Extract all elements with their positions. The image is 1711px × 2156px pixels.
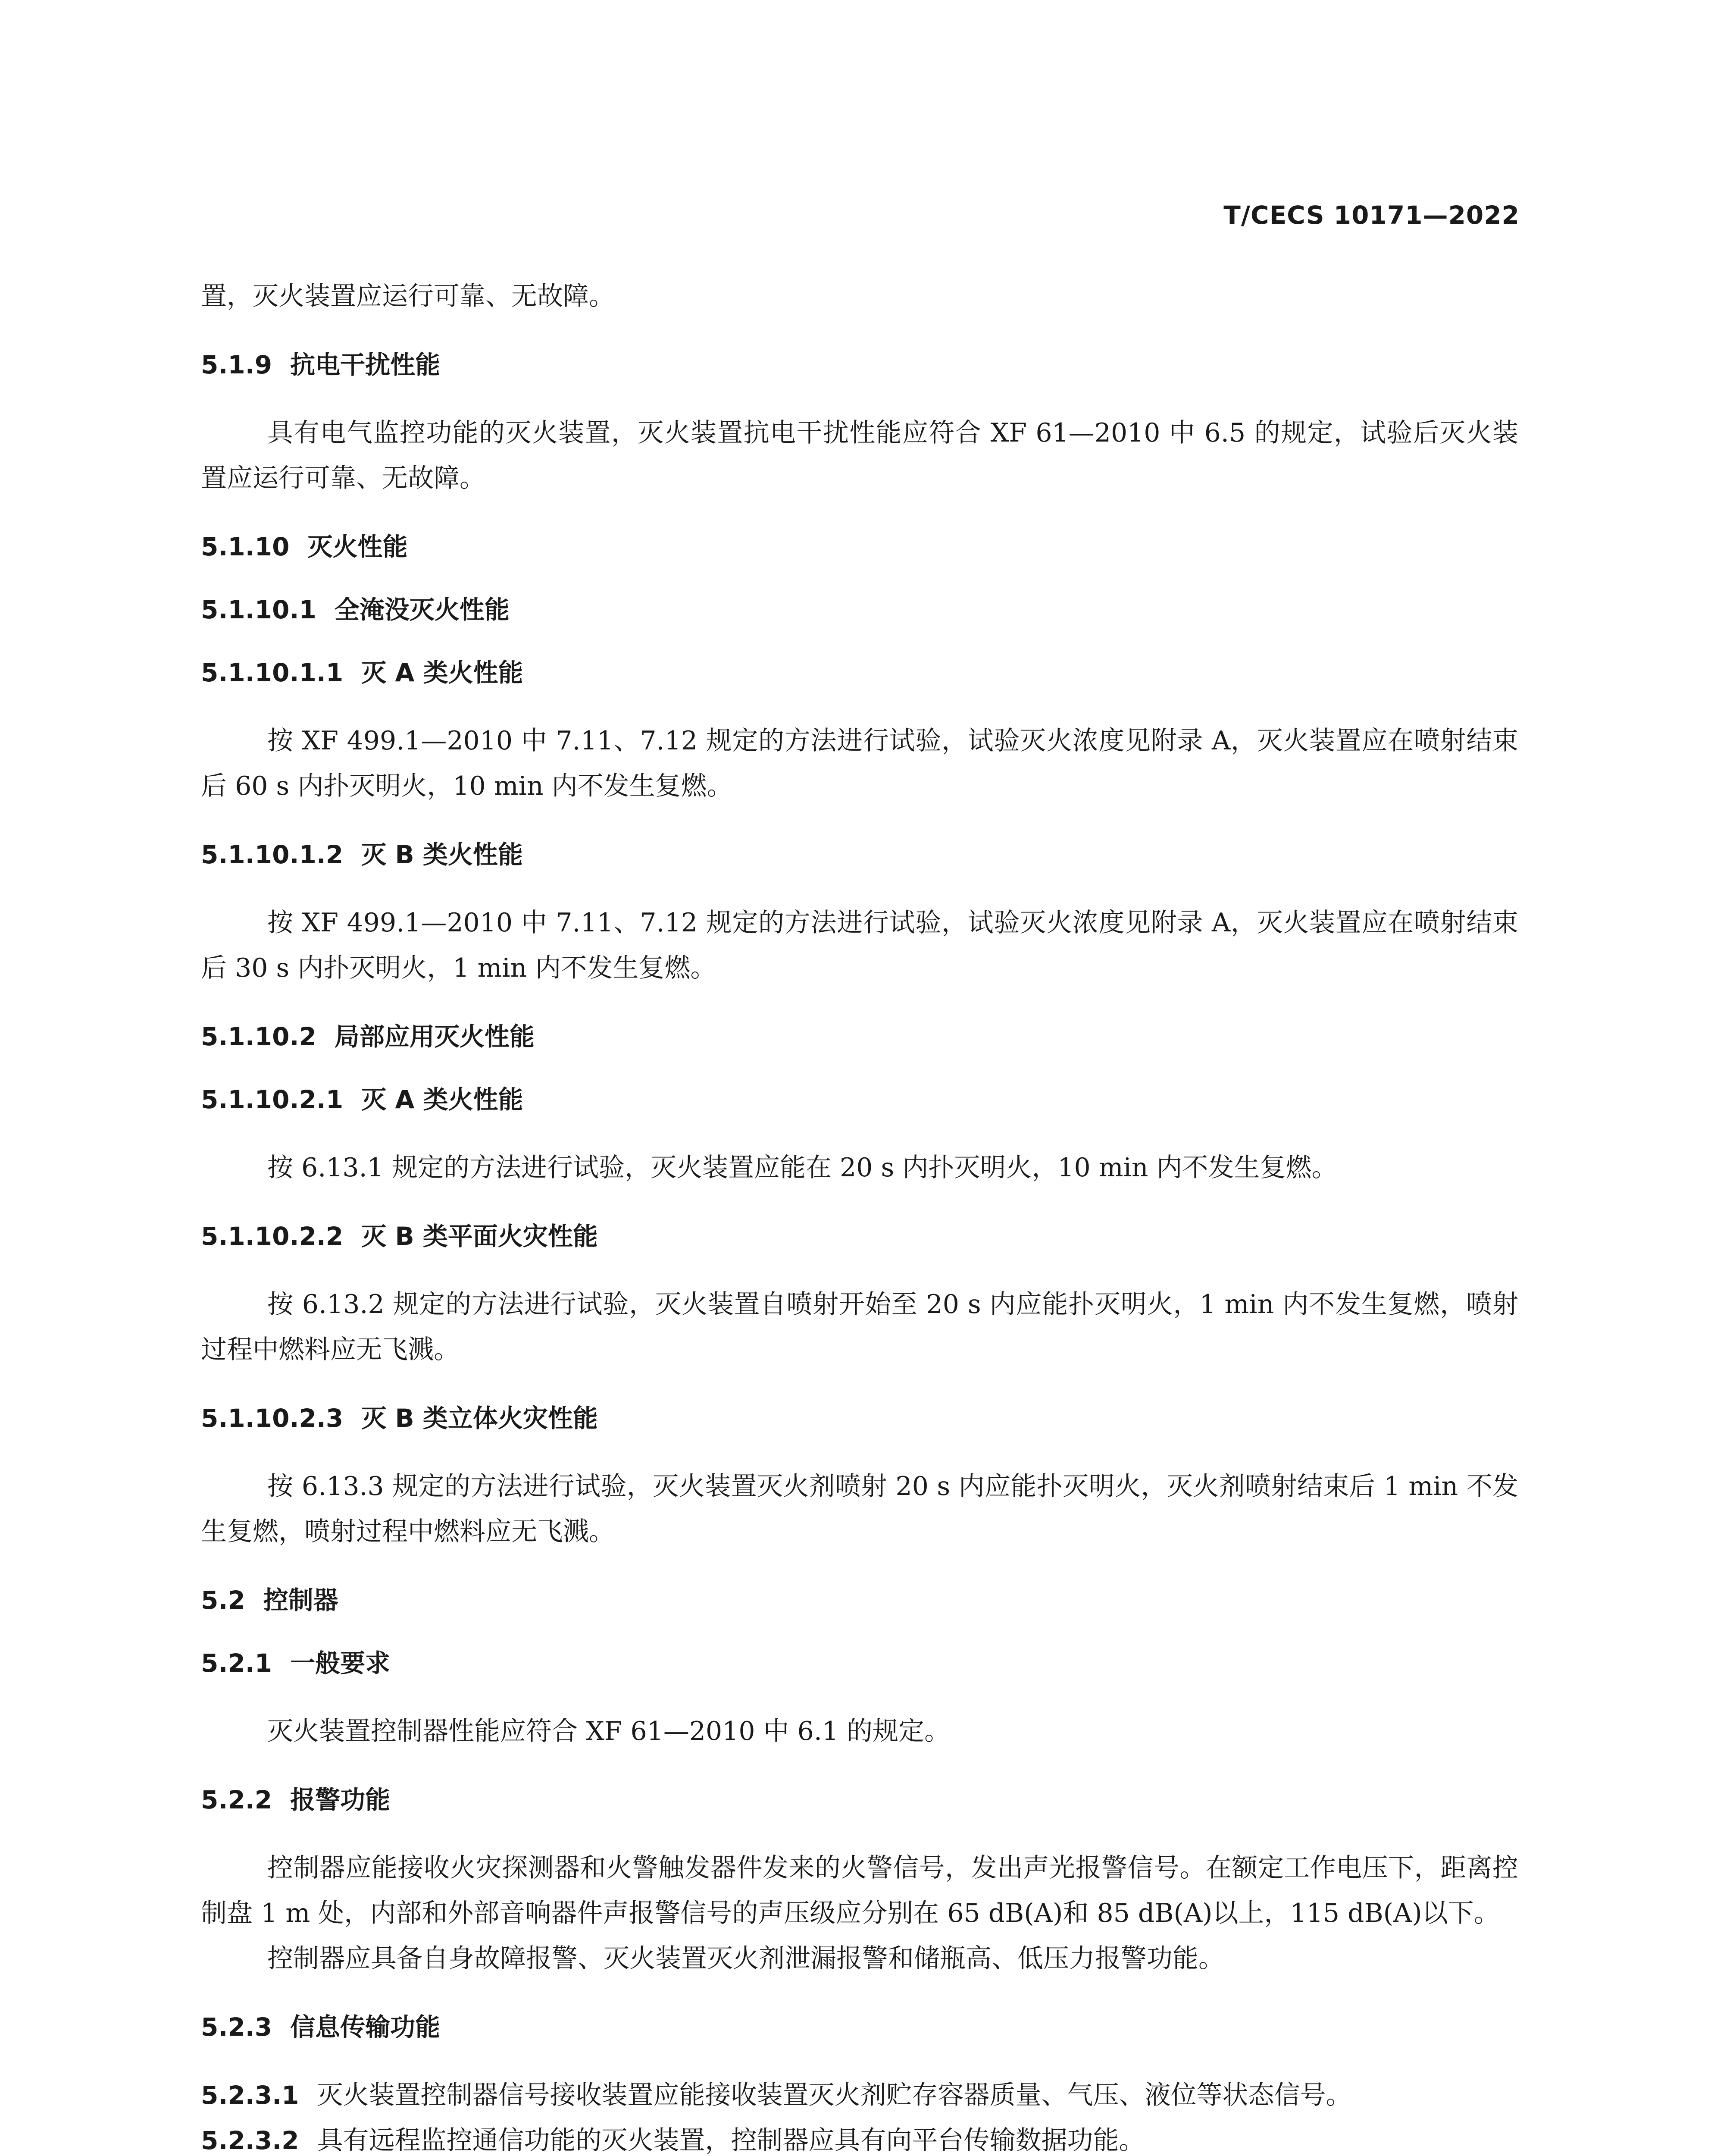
section-number: 5.1.10.2 [201, 1022, 316, 1051]
section-heading [201, 592, 1518, 627]
section-title: 局部应用灭火性能 [334, 1022, 535, 1051]
section-title: 灭 B 类平面火灾性能 [361, 1222, 598, 1251]
numbered-clause [201, 2118, 1518, 2156]
body-paragraph: 置，灭火装置应运行可靠、无故障。 [201, 281, 615, 311]
section-number: 5.1.10.2.1 [201, 1085, 344, 1114]
section-number: 5.2.3 [201, 2012, 272, 2042]
spacer [201, 991, 1518, 1019]
section-number: 5.2 [201, 1586, 245, 1615]
spacer [201, 1617, 1518, 1646]
spacer [201, 1981, 1518, 2010]
section-title: 报警功能 [290, 1785, 391, 1814]
section-heading [201, 1646, 1518, 1680]
spacer [201, 501, 1518, 530]
clause-number: 5.2.3.1 [201, 2081, 299, 2110]
section-number: 5.2.2 [201, 1785, 272, 1814]
section-number: 5.1.10.1.1 [201, 658, 344, 687]
section-title: 控制器 [263, 1586, 338, 1615]
section-heading [201, 655, 1518, 690]
spacer [201, 1253, 1518, 1282]
spacer [201, 1117, 1518, 1145]
section-heading [201, 2010, 1518, 2044]
spacer [201, 872, 1518, 900]
section-heading [201, 1019, 1518, 1054]
section-number: 5.1.10.2.2 [201, 1222, 344, 1251]
section-heading [201, 348, 1518, 382]
section-title: 全淹没灭火性能 [334, 595, 510, 624]
section-heading [201, 1219, 1518, 1253]
spacer [201, 809, 1518, 837]
spacer [201, 1373, 1518, 1401]
body-paragraph: 按 6.13.2 规定的方法进行试验，灭火装置自喷射开始至 20 s 内应能扑灭明火，1 min 内不发生复燃，喷射过程中燃料应无飞溅。 [201, 1289, 1518, 1365]
body-paragraph: 灭火装置控制器性能应符合 XF 61—2010 中 6.1 的规定。 [267, 1716, 951, 1746]
section-title: 灭 B 类火性能 [361, 840, 523, 869]
clause-number: 5.2.3.2 [201, 2126, 299, 2155]
section-heading [201, 1082, 1518, 1117]
section-title: 抗电干扰性能 [290, 350, 441, 379]
body-paragraph: 按 6.13.1 规定的方法进行试验，灭火装置应能在 20 s 内扑灭明火，10 min 内不发生复燃。 [267, 1153, 1338, 1183]
spacer [201, 627, 1518, 655]
spacer [201, 1054, 1518, 1082]
section-title: 信息传输功能 [290, 2012, 441, 2042]
body-paragraph: 按 6.13.3 规定的方法进行试验，灭火装置灭火剂喷射 20 s 内应能扑灭明火，灭火剂喷射结束后 1 min 不发生复燃，喷射过程中燃料应无飞溅。 [201, 1471, 1518, 1547]
spacer [201, 1435, 1518, 1464]
body-paragraph: 控制器应能接收火灾探测器和火警触发器件发来的火警信号，发出声光报警信号。在额定工作电压下，距离控制盘 1 m 处，内部和外部音响器件声报警信号的声压级应分别在 65 dB(A)和 85 dB(A)以上，115 dB(A)以下。 [201, 1853, 1518, 1928]
clause-text: 具有远程监控通信功能的灭火装置，控制器应具有向平台传输数据功能。 [317, 2125, 1145, 2156]
section-number: 5.1.10.1 [201, 595, 316, 624]
section-number: 5.1.10.1.2 [201, 840, 344, 869]
section-number: 5.1.10.2.3 [201, 1404, 344, 1433]
spacer [201, 564, 1518, 592]
section-number: 5.2.1 [201, 1648, 272, 1678]
clause-text: 灭火装置控制器信号接收装置应能接收装置灭火剂贮存容器质量、气压、液位等状态信号。 [317, 2080, 1352, 2110]
spacer [201, 1754, 1518, 1783]
spacer [201, 1817, 1518, 1846]
spacer [201, 690, 1518, 718]
section-title: 一般要求 [290, 1648, 391, 1678]
section-title: 灭 A 类火性能 [361, 1085, 523, 1114]
body-paragraph: 具有电气监控功能的灭火装置，灭火装置抗电干扰性能应符合 XF 61—2010 中 6.5 的规定，试验后灭火装置应运行可靠、无故障。 [201, 418, 1518, 493]
body-paragraph: 按 XF 499.1—2010 中 7.11、7.12 规定的方法进行试验，试验灭火浓度见附录 A，灭火装置应在喷射结束后 30 s 内扑灭明火，1 min 内不发生复燃。 [201, 908, 1518, 983]
spacer [201, 1191, 1518, 1219]
section-heading [201, 530, 1518, 564]
section-heading [201, 837, 1518, 872]
numbered-clause [201, 2073, 1518, 2118]
spacer [201, 382, 1518, 411]
spacer [201, 2044, 1518, 2073]
spacer [201, 1680, 1518, 1709]
section-number: 5.1.9 [201, 350, 272, 379]
section-heading [201, 1401, 1518, 1435]
body-paragraph: 按 XF 499.1—2010 中 7.11、7.12 规定的方法进行试验，试验灭火浓度见附录 A，灭火装置应在喷射结束后 60 s 内扑灭明火，10 min 内不发生复燃。 [201, 726, 1518, 801]
section-number: 5.1.10 [201, 532, 290, 561]
section-title: 灭火性能 [307, 532, 408, 561]
body-paragraph: 控制器应具备自身故障报警、灭火装置灭火剂泄漏报警和储瓶高、低压力报警功能。 [267, 1943, 1224, 1974]
document-body [201, 274, 1518, 2156]
spacer [201, 319, 1518, 348]
spacer [201, 1554, 1518, 1583]
section-title: 灭 A 类火性能 [361, 658, 523, 687]
section-heading [201, 1583, 1518, 1617]
section-title: 灭 B 类立体火灾性能 [361, 1404, 598, 1433]
document-code: T/CECS 10171—2022 [1223, 201, 1520, 230]
section-heading [201, 1783, 1518, 1817]
